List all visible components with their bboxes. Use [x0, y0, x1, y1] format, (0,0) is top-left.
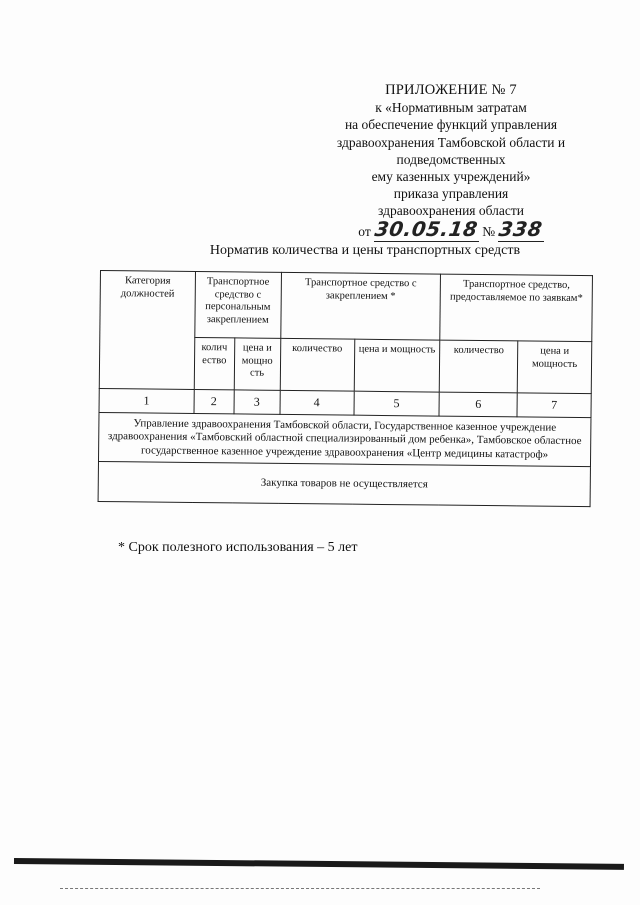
- appendix-header: [318, 82, 584, 242]
- appendix-line-1: к «Нормативным затратам: [375, 100, 527, 116]
- order-reference: [358, 216, 545, 242]
- column-number: 6: [439, 392, 517, 416]
- footnote: * Срок полезного использования – 5 лет: [118, 540, 358, 555]
- column-number: 4: [280, 390, 354, 414]
- subheader-qty-fixed: количество: [280, 338, 354, 391]
- subheader-price-fixed: цена и мощность: [354, 339, 440, 392]
- appendix-line-2: на обеспечение функций управления: [344, 117, 558, 133]
- header-personal: Транспортное средство с персональным закреплением: [195, 271, 282, 338]
- order-number-handwritten: 338: [497, 216, 545, 241]
- appendix-line-6: приказа управления: [393, 186, 509, 202]
- appendix-line-3: здравоохранения Тамбовской области и: [336, 134, 566, 150]
- appendix-line-4: подведомственных: [396, 151, 506, 167]
- appendix-number: ПРИЛОЖЕНИЕ № 7: [385, 82, 517, 98]
- norm-table: [98, 270, 593, 507]
- column-number: 1: [99, 388, 194, 412]
- appendix-line-7: здравоохранения области: [377, 203, 524, 219]
- appendix-line-5: ему казенных учреждений»: [371, 169, 531, 185]
- table-header-row: [100, 271, 593, 342]
- organizations-row: [98, 412, 590, 467]
- header-fixed: Транспортное средство с закреплением *: [280, 272, 440, 340]
- document-title: Норматив количества и цены транспортных средств: [209, 243, 521, 258]
- subheader-qty-personal: колич ество: [194, 337, 234, 389]
- order-number-label: №: [482, 223, 496, 239]
- column-number: 5: [354, 391, 440, 415]
- subheader-price-request: цена и мощность: [517, 341, 591, 394]
- subheader-qty-request: количество: [440, 340, 518, 393]
- organizations-list: Управление здравоохранения Тамбовской области, Государственное казенное учреждение здравоохранения «Тамбовский областной специализированный дом ребенка», Тамбовское областное государственное казенное учреждение здравоохранения «Центр медицины катастроф»: [98, 412, 590, 467]
- header-request: Транспортное средство, предоставляемое по заявкам*: [440, 274, 592, 342]
- scan-edge-dashes: [60, 888, 540, 889]
- procurement-note: Закупка товаров не осуществляется: [98, 461, 590, 506]
- column-number: 3: [234, 390, 280, 414]
- subheader-price-personal: цена и мощно сть: [234, 338, 280, 390]
- scan-edge-bar: [14, 858, 624, 870]
- order-prefix: от: [358, 223, 371, 239]
- note-row: [98, 461, 590, 506]
- header-category: Категория должностей: [99, 271, 195, 390]
- order-date-handwritten: 30.05.18: [373, 216, 480, 241]
- column-number: 2: [194, 389, 234, 413]
- column-number: 7: [517, 393, 591, 417]
